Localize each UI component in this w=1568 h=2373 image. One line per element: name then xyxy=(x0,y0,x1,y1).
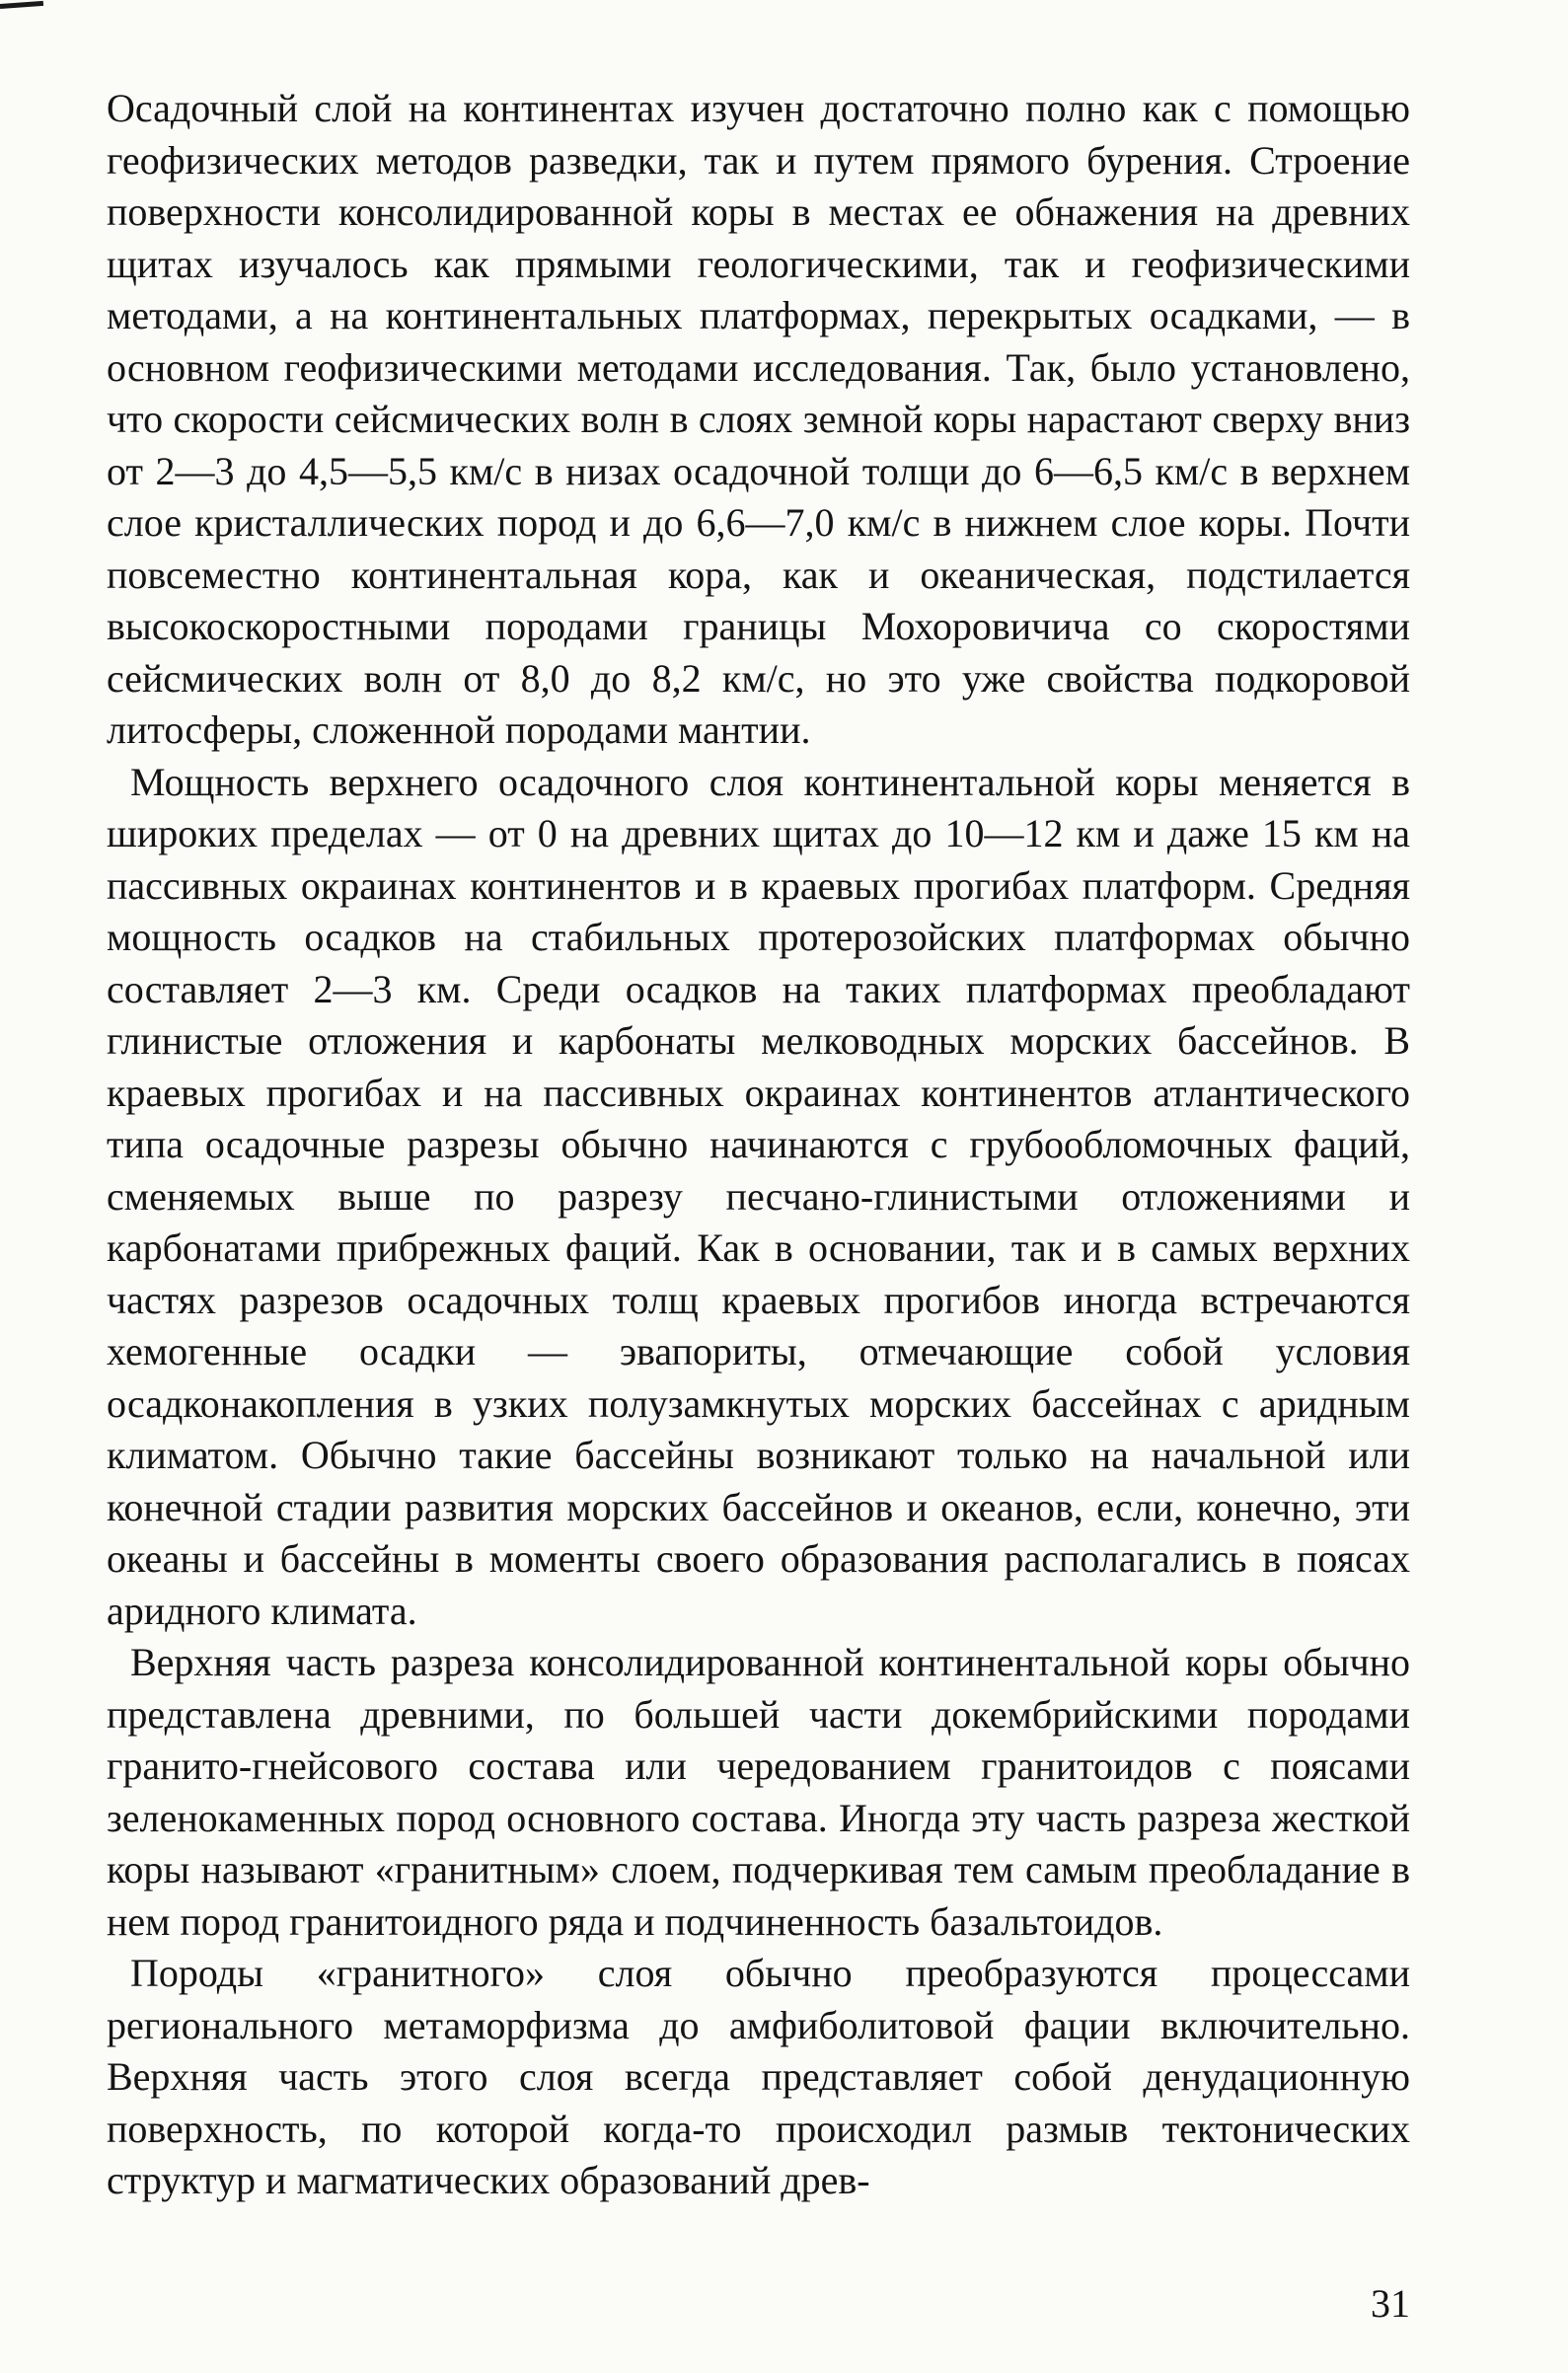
page-body xyxy=(107,83,1410,2207)
scan-corner-mark xyxy=(0,1,43,9)
paragraph-4: Породы «гранитного» слоя обычно преобразуются процессами регионального метаморфизма до амфиболитовой фации включительно. Верхняя часть этого слоя всегда представляет собой денудационную поверхность, по которой когда-то происходил размыв тектонических структур и магматических образований древ- xyxy=(107,1951,1410,2202)
paragraph-2: Мощность верхнего осадочного слоя континентальной коры меняется в широких пределах — от 0 на древних щитах до 10—12 км и даже 15 км на пассивных окраинах континентов и в краевых прогибах платформ. Средняя мощность осадков на стабильных протерозойских платформах обычно составляет 2—3 км. Среди осадков на таких платформах преобладают глинистые отложения и карбонаты мелководных морских бассейнов. В краевых прогибах и на пассивных окраинах континентов атлантического типа осадочные разрезы обычно начинаются с грубообломочных фаций, сменяемых выше по разрезу песчано-глинистыми отложениями и карбонатами прибрежных фаций. Как в основании, так и в самых верхних частях разрезов осадочных толщ краевых прогибов иногда встречаются хемогенные осадки — эвапориты, отмечающие собой условия осадконакопления в узких полузамкнутых морских бассейнах с аридным климатом. Обычно такие бассейны возникают только на начальной или конечной стадии развития морских бассейнов и океанов, если, конечно, эти океаны и бассейны в моменты своего образования располагались в поясах аридного климата. xyxy=(107,759,1410,1633)
paragraph-3: Верхняя часть разреза консолидированной континентальной коры обычно представлена древними, по большей части докембрийскими породами гранито-гнейсового состава или чередованием гранитоидов с поясами зеленокаменных пород основного состава. Иногда эту часть разреза жесткой коры называют «гранитным» слоем, подчеркивая тем самым преобладание в нем пород гранитоидного ряда и подчиненность базальтоидов. xyxy=(107,1640,1410,1944)
paragraph-1: Осадочный слой на континентах изучен достаточно полно как с помощью геофизических методов разведки, так и путем прямого бурения. Строение поверхности консолидированной коры в местах ее обнажения на древних щитах изучалось как прямыми геологическими, так и геофизическими методами, а на континентальных платформах, перекрытых осадками, — в основном геофизическими методами исследования. Так, было установлено, что скорости сейсмических волн в слоях земной коры нарастают сверху вниз от 2—3 до 4,5—5,5 км/с в низах осадочной толщи до 6—6,5 км/с в верхнем слое кристаллических пород и до 6,6—7,0 км/с в нижнем слое коры. Почти повсеместно континентальная кора, как и океаническая, подстилается высокоскоростными породами границы Мохоровичича со скоростями сейсмических волн от 8,0 до 8,2 км/с, но это уже свойства подкоровой литосферы, сложенной породами мантии. xyxy=(107,86,1410,752)
page-number: 31 xyxy=(1371,2281,1410,2326)
